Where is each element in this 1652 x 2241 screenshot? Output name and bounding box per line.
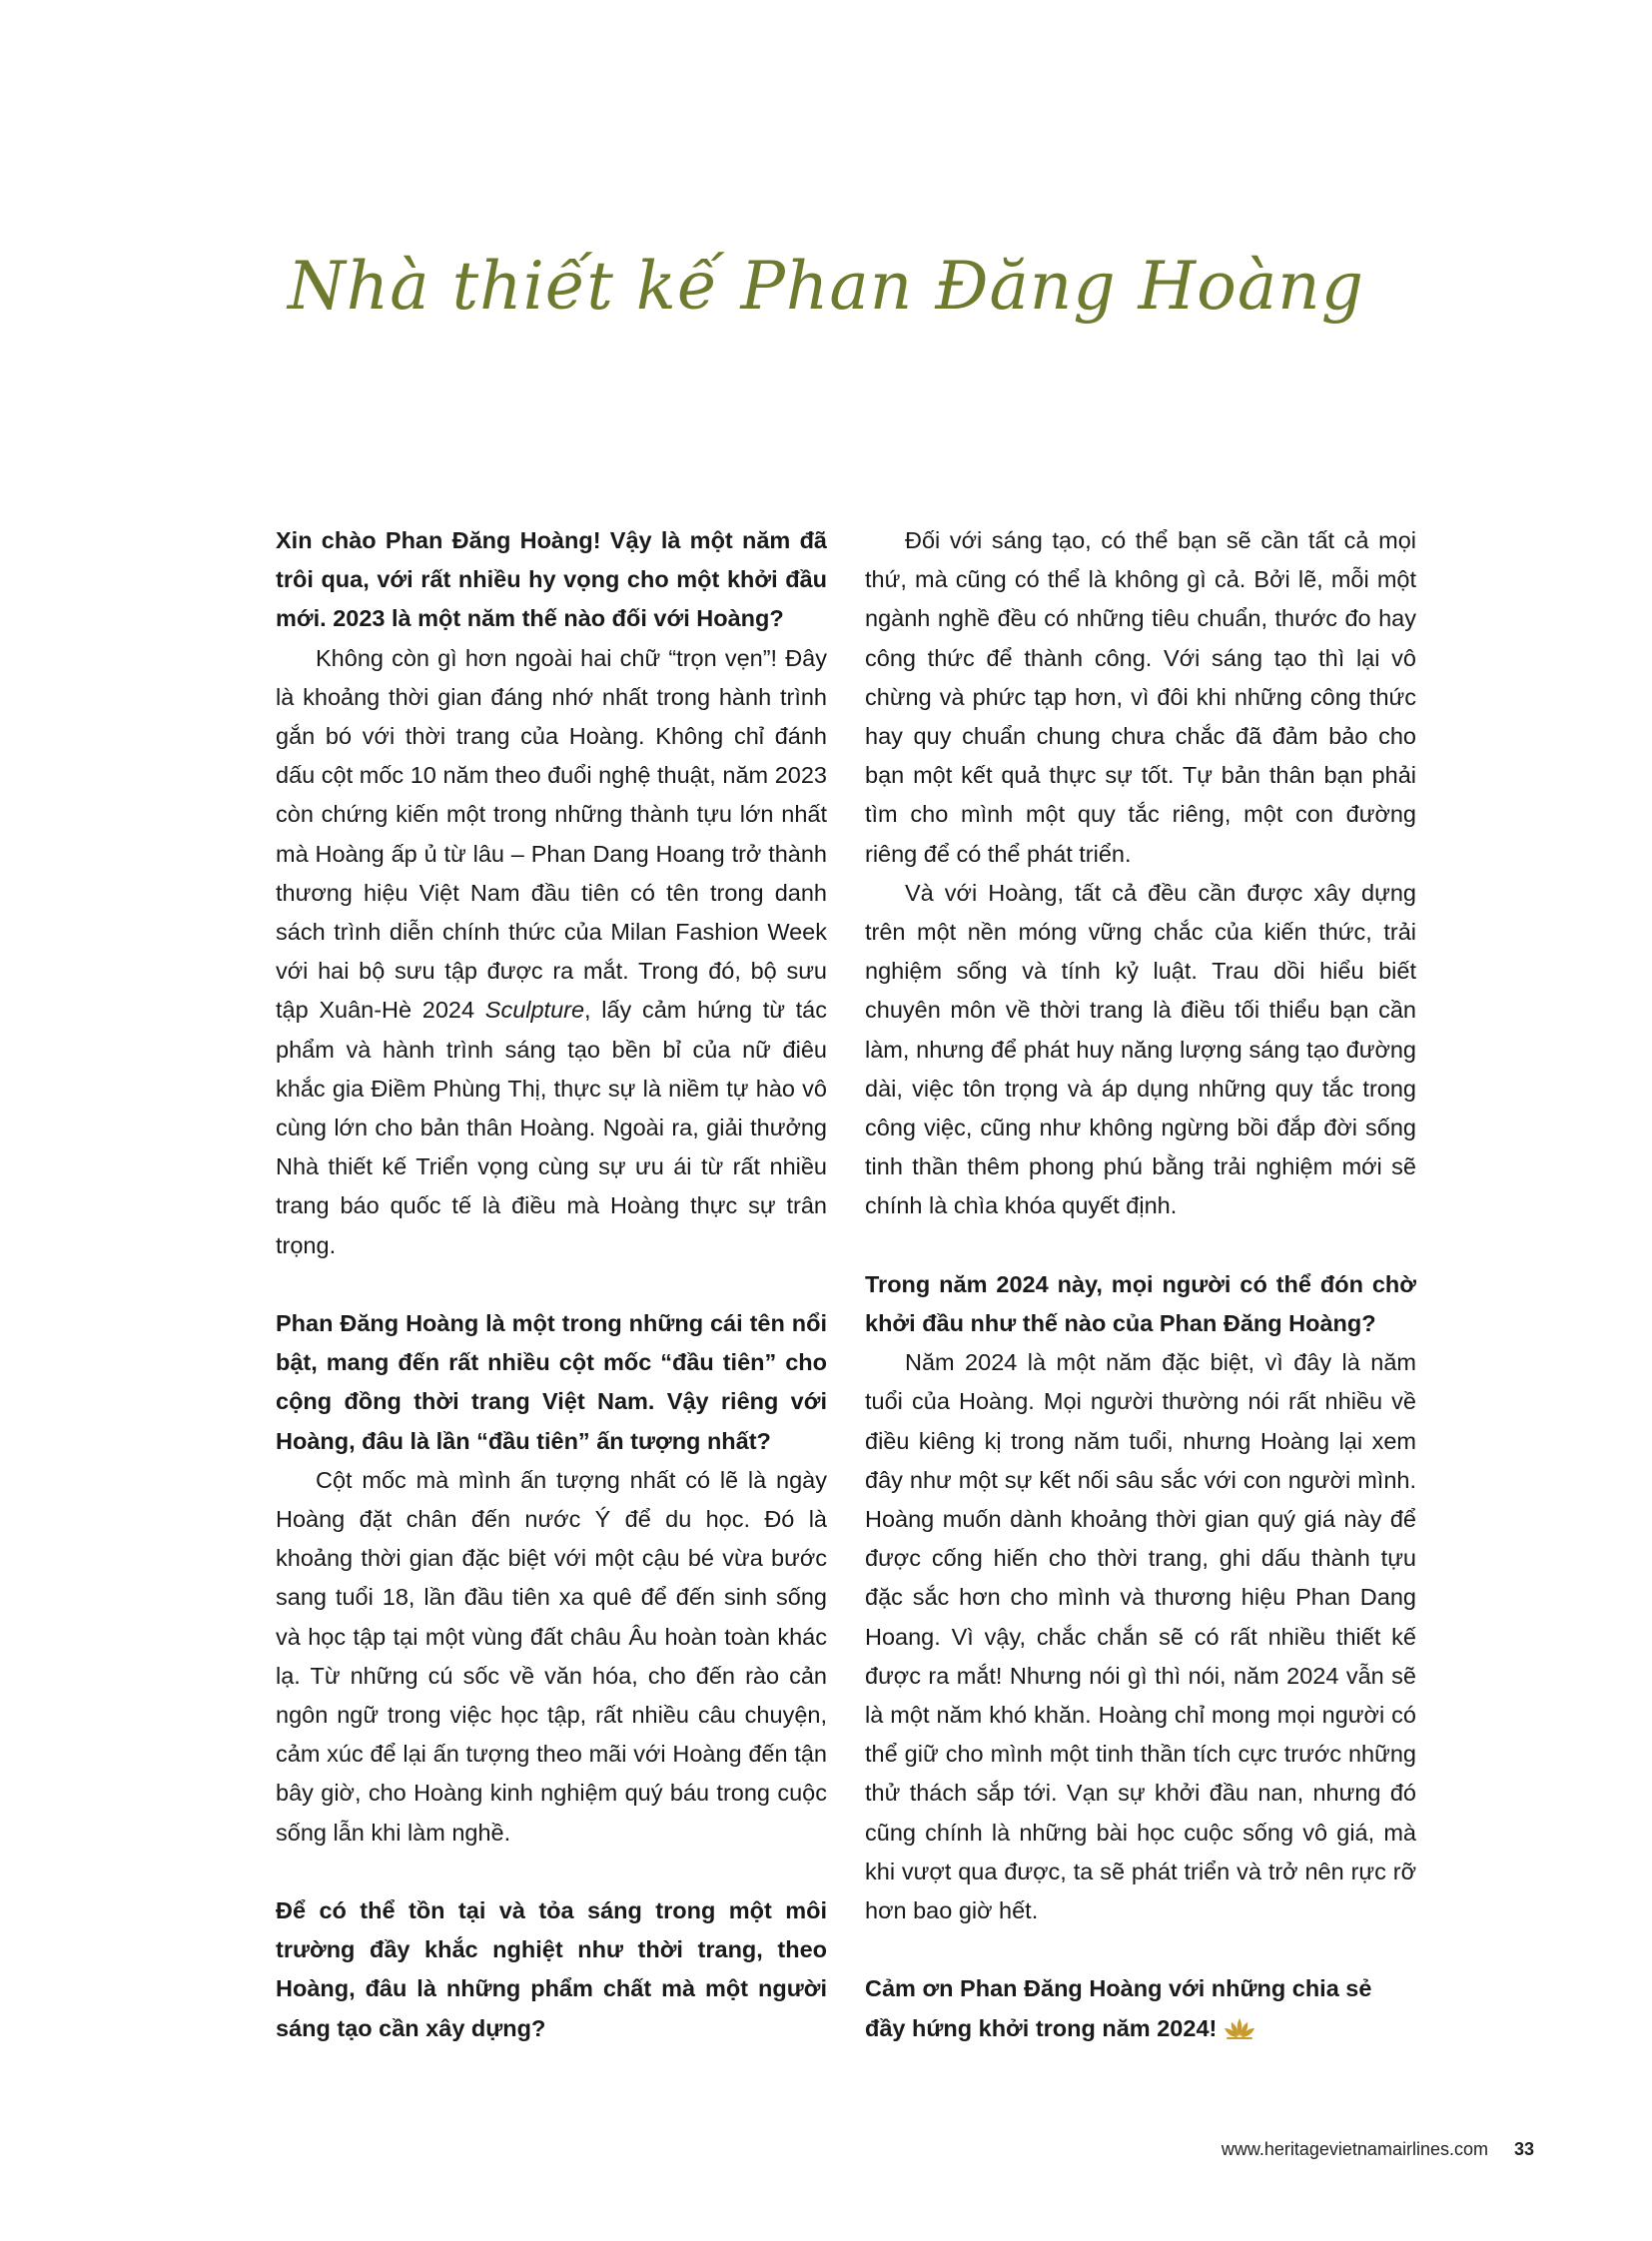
right-column bbox=[865, 521, 1416, 2052]
footer-website: www.heritagevietnamairlines.com bbox=[1221, 2139, 1488, 2159]
left-column bbox=[276, 521, 827, 2048]
answer-3-paragraph-2: Và với Hoàng, tất cả đều cần được xây dựng trên một nền móng vững chắc của kiến thức, trải nghiệm sống và tính kỷ luật. Trau dồi hiểu biết chuyên môn về thời trang là điều tối thiểu bạn cần làm, nhưng để phát huy năng lượng sáng tạo đường dài, việc tôn trọng và áp dụng những quy tắc trong công việc, cũng như không ngừng bồi đắp đời sống tinh thần thêm phong phú bằng trải nghiệm mới sẽ chính là chìa khóa quyết định. bbox=[865, 879, 1416, 1219]
closing-remark bbox=[865, 1969, 1416, 2051]
answer-1-text-a: Không còn gì hơn ngoài hai chữ “trọn vẹn”! Đây là khoảng thời gian đáng nhớ nhất trong hành trình gắn bó với thời trang của Hoàng. Không chỉ đánh dấu cột mốc 10 năm theo đuổi nghệ thuật, năm 2023 còn chứng kiến một trong những thành tựu lớn nhất mà Hoàng ấp ủ từ lâu – Phan Dang Hoang trở thành thương hiệu Việt Nam đầu tiên có tên trong danh sách trình diễn chính thức của Milan Fashion Week với hai bộ sưu tập được ra mắt. Trong đó, bộ sưu tập Xuân-Hè 2024 bbox=[276, 644, 827, 1024]
article-title: Nhà thiết kế Phan Đăng Hoàng bbox=[288, 248, 1364, 325]
closing-text: Cảm ơn Phan Đăng Hoàng với những chia sẻ đầy hứng khởi trong năm 2024! bbox=[865, 1975, 1372, 2041]
page-footer bbox=[1222, 2139, 1534, 2160]
question-3: Để có thể tồn tại và tỏa sáng trong một môi trường đầy khắc nghiệt như thời trang, theo Hoàng, đâu là những phẩm chất mà một người sáng tạo cần xây dựng? bbox=[276, 1897, 827, 2041]
page-number: 33 bbox=[1513, 2139, 1534, 2159]
lotus-icon bbox=[1223, 2013, 1256, 2052]
answer-4: Năm 2024 là một năm đặc biệt, vì đây là năm tuổi của Hoàng. Mọi người thường nói rất nhiều về điều kiêng kị trong năm tuổi, nhưng Hoàng lại xem đây như một sự kết nối sâu sắc với con người mình. Hoàng muốn dành khoảng thời gian quý giá này để được cống hiến cho thời trang, ghi dấu thành tựu đặc sắc hơn cho mình và thương hiệu Phan Dang Hoang. Vì vậy, chắc chắn sẽ có rất nhiều thiết kế được ra mắt! Nhưng nói gì thì nói, năm 2024 vẫn sẽ là một năm khó khăn. Hoàng chỉ mong mọi người có thể giữ cho mình một tinh thần tích cực trước những thử thách sắp tới. Vạn sự khởi đầu nan, nhưng đó cũng chính là những bài học cuộc sống vô giá, mà khi vượt qua được, ta sẽ phát triển và trở nên rực rỡ hơn bao giờ hết. bbox=[865, 1349, 1416, 1924]
answer-2: Cột mốc mà mình ấn tượng nhất có lẽ là ngày Hoàng đặt chân đến nước Ý để du học. Đó là khoảng thời gian đặc biệt với một cậu bé vừa bước sang tuổi 18, lần đầu tiên xa quê để đến sinh sống và học tập tại một vùng đất châu Âu hoàn toàn khác lạ. Từ những cú sốc về văn hóa, cho đến rào cản ngôn ngữ trong việc học tập, rất nhiều câu chuyện, cảm xúc để lại ấn tượng theo mãi với Hoàng đến tận bây giờ, cho Hoàng kinh nghiệm quý báu trong cuộc sống lẫn khi làm nghề. bbox=[276, 1466, 827, 1846]
question-1: Xin chào Phan Đăng Hoàng! Vậy là một năm đã trôi qua, với rất nhiều hy vọng cho một khởi đầu mới. 2023 là một năm thế nào đối với Hoàng? bbox=[276, 527, 827, 632]
answer-1-text-b: , lấy cảm hứng từ tác phẩm và hành trình sáng tạo bền bỉ của nữ điêu khắc gia Điềm Phùng Thị, thực sự là niềm tự hào vô cùng lớn cho bản thân Hoàng. Ngoài ra, giải thưởng Nhà thiết kế Triển vọng cùng sự ưu ái từ rất nhiều trang báo quốc tế là điều mà Hoàng thực sự trân trọng. bbox=[276, 997, 827, 1258]
collection-name: Sculpture bbox=[484, 997, 585, 1024]
question-2: Phan Đăng Hoàng là một trong những cái tên nổi bật, mang đến rất nhiều cột mốc “đầu tiên” cho cộng đồng thời trang Việt Nam. Vậy riêng với Hoàng, đâu là lần “đầu tiên” ấn tượng nhất? bbox=[276, 1310, 827, 1454]
answer-1 bbox=[276, 639, 827, 1265]
question-4: Trong năm 2024 này, mọi người có thể đón chờ khởi đầu như thế nào của Phan Đăng Hoàng? bbox=[865, 1270, 1416, 1337]
answer-3-paragraph-1: Đối với sáng tạo, có thể bạn sẽ cần tất cả mọi thứ, mà cũng có thể là không gì cả. Bởi lẽ, mỗi một ngành nghề đều có những tiêu chuẩn, thước đo hay công thức để thành công. Với sáng tạo thì lại vô chừng và phức tạp hơn, vì đôi khi những công thức hay quy chuẩn chung chưa chắc đã đảm bảo cho bạn một kết quả thực sự tốt. Tự bản thân bạn phải tìm cho mình một quy tắc riêng, một con đường riêng để có thể phát triển. bbox=[865, 527, 1416, 867]
